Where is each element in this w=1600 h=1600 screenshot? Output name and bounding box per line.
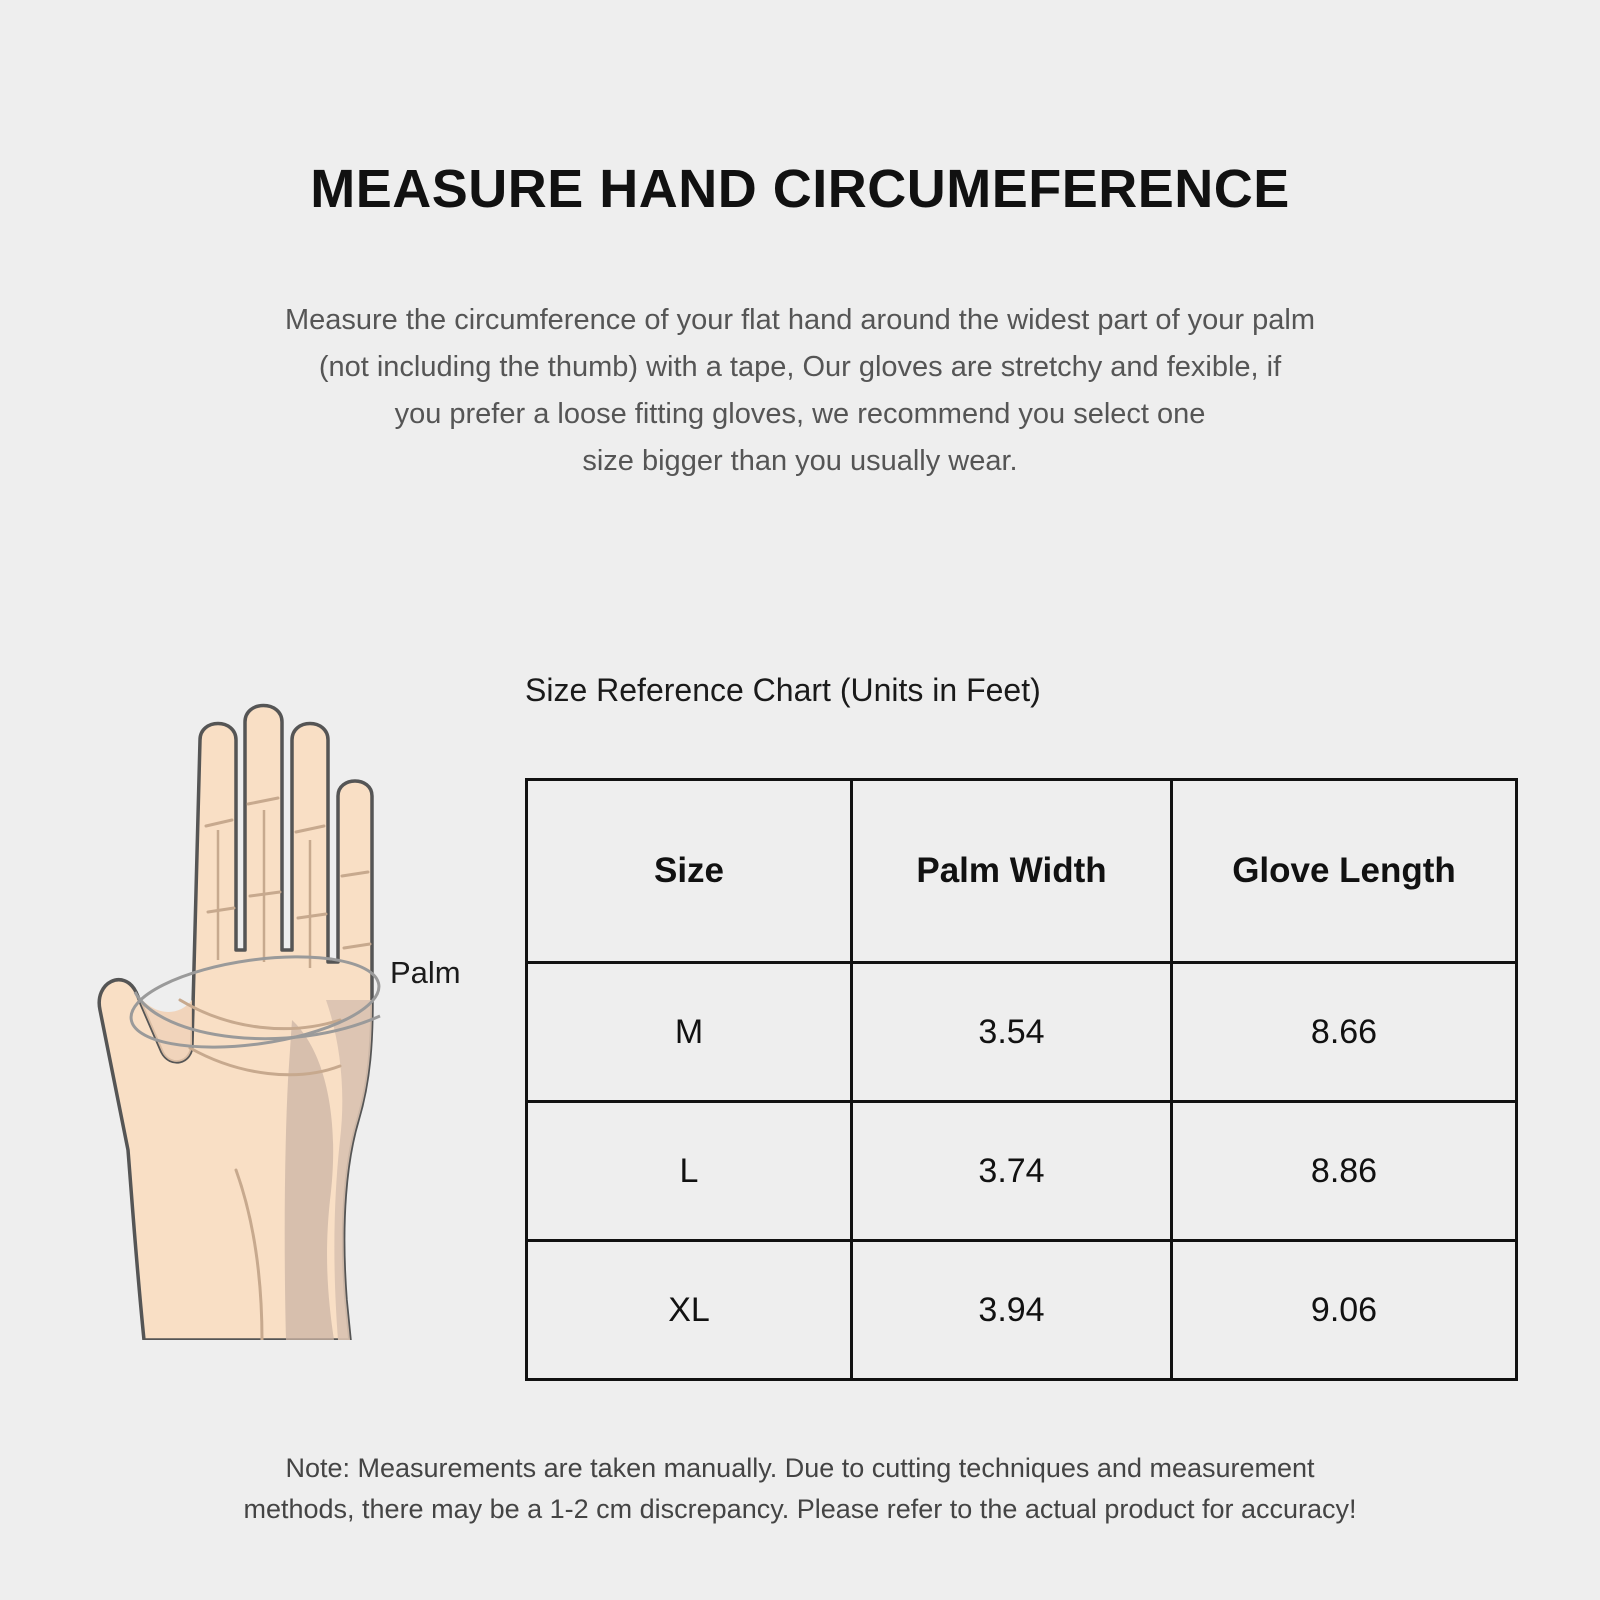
table-header-row (527, 780, 1517, 963)
cell-glove-length: 9.06 (1172, 1241, 1517, 1380)
cell-palm-width: 3.94 (852, 1241, 1172, 1380)
column-header-glove-length: Glove Length (1172, 780, 1517, 963)
cell-glove-length: 8.66 (1172, 963, 1517, 1102)
column-header-size: Size (527, 780, 852, 963)
cell-size: L (527, 1102, 852, 1241)
cell-size: XL (527, 1241, 852, 1380)
cell-size: M (527, 963, 852, 1102)
intro-line-1: Measure the circumference of your flat hand around the widest part of your palm (284, 304, 1316, 337)
palm-label: Palm (390, 955, 461, 990)
intro-line-3: you prefer a loose fitting gloves, we recommend you select one (394, 398, 1206, 431)
table-row (527, 1102, 1517, 1241)
chart-heading: Size Reference Chart (Units in Feet) (525, 672, 1041, 708)
page-title: MEASURE HAND CIRCUMEFERENCE (310, 159, 1290, 219)
intro-line-2: (not including the thumb) with a tape, Our gloves are stretchy and fexible, if (318, 351, 1282, 384)
table-row (527, 963, 1517, 1102)
cell-palm-width: 3.74 (852, 1102, 1172, 1241)
note-line-2: methods, there may be a 1-2 cm discrepancy. Please refer to the actual product for accuracy! (243, 1494, 1357, 1525)
size-reference-table (525, 778, 1518, 1381)
intro-line-4: size bigger than you usually wear. (582, 445, 1018, 478)
column-header-palm-width: Palm Width (852, 780, 1172, 963)
open-hand-illustration (40, 700, 500, 1340)
hand-diagram (40, 700, 500, 1340)
intro-paragraph (140, 219, 1460, 485)
cell-glove-length: 8.86 (1172, 1102, 1517, 1241)
note-line-1: Note: Measurements are taken manually. Due to cutting techniques and measurement (285, 1453, 1315, 1483)
table-row (527, 1241, 1517, 1380)
footer-note (0, 1448, 1600, 1530)
cell-palm-width: 3.54 (852, 963, 1172, 1102)
